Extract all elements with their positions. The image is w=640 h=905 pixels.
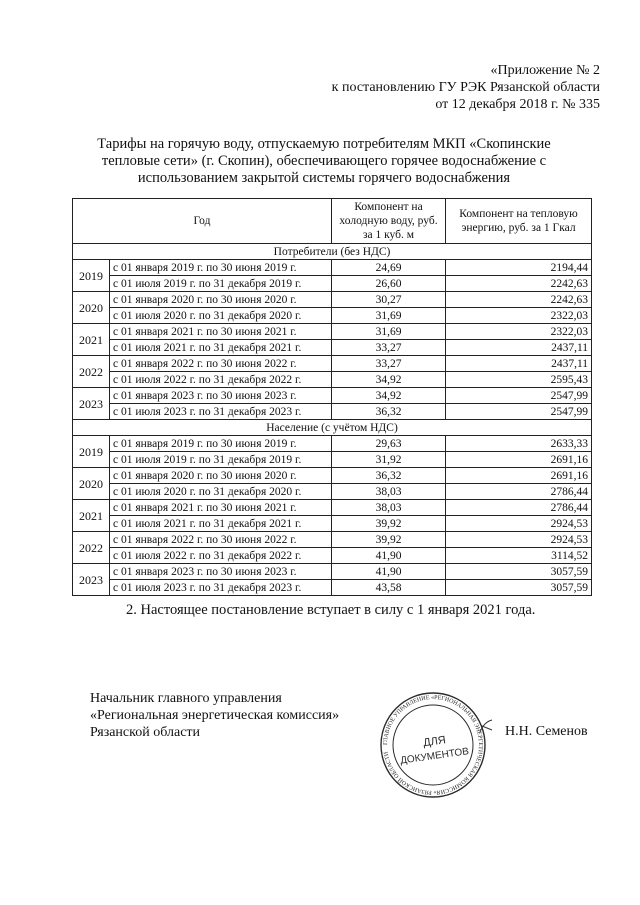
cold-water-cell: 38,03	[332, 500, 446, 516]
heat-energy-cell: 2437,11	[446, 356, 592, 372]
period-cell: с 01 января 2020 г. по 30 июня 2020 г.	[110, 468, 332, 484]
year-cell: 2020	[73, 292, 110, 324]
section-row	[73, 244, 592, 260]
header-year: Год	[73, 199, 332, 244]
heat-energy-cell: 2691,16	[446, 452, 592, 468]
period-cell: с 01 июля 2020 г. по 31 декабря 2020 г.	[110, 308, 332, 324]
year-cell: 2020	[73, 468, 110, 500]
title-line-3: использованием закрытой системы горячего водоснабжения	[137, 170, 511, 186]
table-row	[73, 452, 592, 468]
table-header-row	[73, 199, 592, 244]
period-cell: с 01 января 2022 г. по 30 июня 2022 г.	[110, 532, 332, 548]
year-cell: 2022	[73, 356, 110, 388]
cold-water-cell: 41,90	[332, 548, 446, 564]
table-row	[73, 468, 592, 484]
table-row	[73, 580, 592, 596]
table-row	[73, 308, 592, 324]
heat-energy-cell: 2194,44	[446, 260, 592, 276]
year-cell: 2019	[73, 436, 110, 468]
table-row	[73, 516, 592, 532]
cold-water-cell: 31,69	[332, 308, 446, 324]
appendix-line-1: «Приложение № 2	[490, 63, 600, 78]
cold-water-cell: 33,27	[332, 340, 446, 356]
table-row	[73, 340, 592, 356]
table-row	[73, 404, 592, 420]
document-title	[86, 136, 562, 187]
year-cell: 2021	[73, 500, 110, 532]
heat-energy-cell: 2322,03	[446, 324, 592, 340]
year-cell: 2023	[73, 564, 110, 596]
year-cell: 2021	[73, 324, 110, 356]
table-row	[73, 372, 592, 388]
tariff-table-body	[73, 244, 592, 596]
heat-energy-cell: 2924,53	[446, 516, 592, 532]
cold-water-cell: 29,63	[332, 436, 446, 452]
cold-water-cell: 36,32	[332, 468, 446, 484]
appendix-header	[240, 62, 600, 113]
heat-energy-cell: 2322,03	[446, 308, 592, 324]
table-row	[73, 324, 592, 340]
period-cell: с 01 июля 2022 г. по 31 декабря 2022 г.	[110, 548, 332, 564]
section-row	[73, 420, 592, 436]
heat-energy-cell: 2633,33	[446, 436, 592, 452]
cold-water-cell: 33,27	[332, 356, 446, 372]
year-cell: 2019	[73, 260, 110, 292]
period-cell: с 01 июля 2021 г. по 31 декабря 2021 г.	[110, 516, 332, 532]
heat-energy-cell: 3057,59	[446, 564, 592, 580]
heat-energy-cell: 2437,11	[446, 340, 592, 356]
cold-water-cell: 26,60	[332, 276, 446, 292]
tariff-table	[72, 198, 592, 596]
period-cell: с 01 июля 2019 г. по 31 декабря 2019 г.	[110, 276, 332, 292]
period-cell: с 01 января 2019 г. по 30 июня 2019 г.	[110, 436, 332, 452]
cold-water-cell: 24,69	[332, 260, 446, 276]
period-cell: с 01 января 2022 г. по 30 июня 2022 г.	[110, 356, 332, 372]
table-row	[73, 436, 592, 452]
period-cell: с 01 июля 2019 г. по 31 декабря 2019 г.	[110, 452, 332, 468]
heat-energy-cell: 2786,44	[446, 484, 592, 500]
table-row	[73, 532, 592, 548]
table-row	[73, 356, 592, 372]
table-row	[73, 276, 592, 292]
cold-water-cell: 34,92	[332, 388, 446, 404]
cold-water-cell: 36,32	[332, 404, 446, 420]
heat-energy-cell: 2242,63	[446, 292, 592, 308]
cold-water-cell: 31,69	[332, 324, 446, 340]
period-cell: с 01 июля 2020 г. по 31 декабря 2020 г.	[110, 484, 332, 500]
stamp-center-text-2: ДОКУМЕНТОВ	[399, 746, 470, 767]
appendix-line-3: от 12 декабря 2018 г. № 335	[435, 97, 600, 112]
header-cold-water: Компонент на холодную воду, руб. за 1 куб. м	[332, 199, 446, 244]
table-row	[73, 564, 592, 580]
signer-position-line-2: «Региональная энергетическая комиссия»	[90, 708, 340, 723]
period-cell: с 01 января 2023 г. по 30 июня 2023 г.	[110, 388, 332, 404]
cold-water-cell: 38,03	[332, 484, 446, 500]
table-row	[73, 500, 592, 516]
signer-position-line-3: Рязанской области	[90, 725, 201, 740]
cold-water-cell: 41,90	[332, 564, 446, 580]
title-line-2: тепловые сети» (г. Скопин), обеспечивающего горячее водоснабжение с	[101, 153, 547, 169]
period-cell: с 01 января 2021 г. по 30 июня 2021 г.	[110, 500, 332, 516]
cold-water-cell: 30,27	[332, 292, 446, 308]
period-cell: с 01 января 2019 г. по 30 июня 2019 г.	[110, 260, 332, 276]
heat-energy-cell: 2595,43	[446, 372, 592, 388]
section-label: Население (с учётом НДС)	[73, 420, 592, 436]
heat-energy-cell: 2242,63	[446, 276, 592, 292]
year-cell: 2023	[73, 388, 110, 420]
title-line-1: Тарифы на горячую воду, отпускаемую потребителям МКП «Скопинские	[97, 136, 551, 152]
heat-energy-cell: 3114,52	[446, 548, 592, 564]
table-row	[73, 548, 592, 564]
signature-block	[90, 690, 339, 741]
heat-energy-cell: 2547,99	[446, 404, 592, 420]
clause-2: 2. Настоящее постановление вступает в силу с 1 января 2021 года.	[126, 602, 536, 618]
stamp-ring-text: ГЛАВНОЕ УПРАВЛЕНИЕ «РЕГИОНАЛЬНАЯ ЭНЕРГЕТИЧЕСКАЯ КОМИССИЯ» РЯЗАНСКОЙ ОБЛАСТИ	[382, 694, 484, 796]
period-cell: с 01 июля 2021 г. по 31 декабря 2021 г.	[110, 340, 332, 356]
signer-position-line-1: Начальник главного управления	[90, 691, 282, 706]
cold-water-cell: 34,92	[332, 372, 446, 388]
table-row	[73, 260, 592, 276]
cold-water-cell: 43,58	[332, 580, 446, 596]
heat-energy-cell: 2786,44	[446, 500, 592, 516]
header-heat-energy: Компонент на тепловую энергию, руб. за 1 Гкал	[446, 199, 592, 244]
period-cell: с 01 июля 2023 г. по 31 декабря 2023 г.	[110, 404, 332, 420]
year-cell: 2022	[73, 532, 110, 564]
heat-energy-cell: 2691,16	[446, 468, 592, 484]
section-label: Потребители (без НДС)	[73, 244, 592, 260]
period-cell: с 01 июля 2022 г. по 31 декабря 2022 г.	[110, 372, 332, 388]
period-cell: с 01 января 2023 г. по 30 июня 2023 г.	[110, 564, 332, 580]
cold-water-cell: 39,92	[332, 532, 446, 548]
heat-energy-cell: 2924,53	[446, 532, 592, 548]
appendix-line-2: к постановлению ГУ РЭК Рязанской области	[331, 80, 600, 95]
period-cell: с 01 июля 2023 г. по 31 декабря 2023 г.	[110, 580, 332, 596]
table-row	[73, 484, 592, 500]
cold-water-cell: 31,92	[332, 452, 446, 468]
period-cell: с 01 января 2020 г. по 30 июня 2020 г.	[110, 292, 332, 308]
period-cell: с 01 января 2021 г. по 30 июня 2021 г.	[110, 324, 332, 340]
cold-water-cell: 39,92	[332, 516, 446, 532]
table-row	[73, 388, 592, 404]
signer-name: Н.Н. Семенов	[505, 724, 588, 739]
table-row	[73, 292, 592, 308]
stamp-center-text-1: ДЛЯ	[422, 734, 447, 750]
official-stamp	[370, 690, 496, 800]
heat-energy-cell: 2547,99	[446, 388, 592, 404]
heat-energy-cell: 3057,59	[446, 580, 592, 596]
